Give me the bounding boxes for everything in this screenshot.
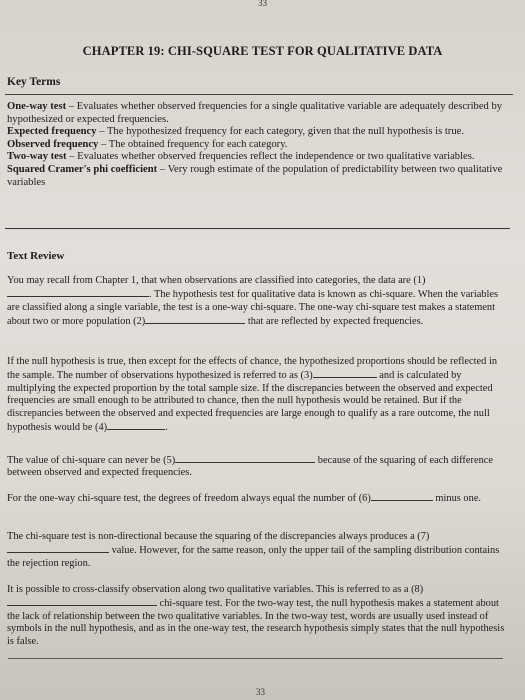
review-paragraph-1 — [7, 275, 505, 329]
key-term-expected-frequency — [7, 126, 513, 139]
paragraph-text: that are reflected by expected frequencies. — [245, 316, 424, 328]
paragraph-text: It is possible to cross-classify observation along two qualitative variables. This is referred to as a (8) — [7, 584, 424, 595]
answer-blank-7[interactable] — [7, 543, 109, 553]
paragraph-text: chi-square test. For the two-way test, the null hypothesis makes a statement about the lack of relationship between the two qualitative variables. In the two-way test, words are usually used instead of symbols in the null hypothesis, and as in the one-way test, the research hypothesis simply states that the null hypothesis is false. — [7, 598, 505, 647]
answer-blank-3[interactable] — [313, 368, 377, 378]
key-term-two-way-test — [7, 151, 513, 164]
term-definition: – The hypothesized frequency for each category, given that the null hypothesis is true. — [96, 126, 464, 138]
term-definition: – The obtained frequency for each category. — [98, 138, 288, 150]
review-paragraph-3 — [7, 453, 505, 480]
chapter-title: CHAPTER 19: CHI-SQUARE TEST FOR QUALITATIVE DATA — [82, 44, 443, 58]
term-definition: – Evaluates whether observed frequencies for a single qualitative variable are adequately described by hypothesized or expected frequencies. — [7, 101, 503, 125]
paragraph-text: For the one-way chi-square test, the degrees of freedom always equal the number of (6) — [7, 493, 371, 504]
key-term-one-way-test — [7, 101, 513, 126]
review-paragraph-6 — [7, 584, 505, 648]
answer-blank-1[interactable] — [7, 287, 149, 297]
answer-blank-5[interactable] — [175, 453, 315, 463]
term-definition: – Very rough estimate of the population of predictability between two qualitative variables — [7, 163, 503, 188]
answer-blank-4[interactable] — [107, 420, 165, 430]
review-paragraph-4 — [7, 491, 505, 505]
term-definition: – Evaluates whether observed frequencies reflect the independence or two qualitative variables. — [66, 151, 475, 163]
term-label: Squared Cramer's phi coefficient — [7, 163, 158, 175]
paragraph-text: . The hypothesis test for qualitative data is known as chi-square. When the variables are classified along a single variable, the test is a one-way chi-square. The one-way chi-square test makes a statement about two or more population (2) — [7, 289, 499, 328]
answer-blank-2[interactable] — [145, 314, 245, 324]
term-label: Expected frequency — [7, 126, 97, 138]
paragraph-text: The chi-square test is non-directional because the squaring of the discrepancies always produces a (7) — [7, 531, 430, 542]
paragraph-text: because of the squaring of each difference between observed and expected frequencies. — [7, 455, 493, 479]
key-terms-list — [7, 101, 513, 189]
review-paragraph-5 — [7, 531, 505, 570]
answer-blank-6[interactable] — [371, 491, 433, 501]
paragraph-text: You may recall from Chapter 1, that when observations are classified into categories, the data are (1) — [7, 275, 426, 286]
paragraph-text: minus one. — [432, 493, 482, 504]
key-terms-heading: Key Terms — [7, 76, 61, 88]
term-label: Observed frequency — [7, 138, 99, 150]
paragraph-text: . — [165, 422, 168, 434]
review-paragraph-2 — [7, 356, 505, 434]
answer-blank-8[interactable] — [7, 596, 157, 606]
paragraph-text: If the null hypothesis is true, then except for the effects of chance, the hypothesized proportions should be reflected in the sample. The number of observations hypothesized is referred to as (3) — [7, 356, 498, 382]
text-review-heading: Text Review — [7, 250, 65, 262]
section-divider — [5, 228, 510, 229]
key-term-cramers-phi — [7, 164, 513, 189]
bottom-divider — [8, 658, 503, 659]
paragraph-text: value. However, for the same reason, only the upper tail of the sampling distribution contains the rejection region. — [7, 545, 500, 569]
key-term-observed-frequency — [7, 139, 513, 152]
page-number-top: 33 — [258, 0, 267, 8]
key-terms-divider — [5, 94, 513, 95]
paragraph-text: The value of chi-square can never be (5) — [7, 455, 176, 466]
page-number-bottom: 33 — [256, 687, 265, 697]
term-label: One-way test — [7, 101, 67, 112]
paragraph-text: and is calculated by multiplying the expected proportion by the total sample size. If the discrepancies between the observed and expected frequencies are small enough to be attributed to chance, then the null hypothesis would be retained. But if the discrepancies between the observed and expected frequencies are large enough to qualify as a rare outcome, the null hypothesis would be (4) — [7, 370, 493, 434]
term-label: Two-way test — [7, 151, 67, 163]
